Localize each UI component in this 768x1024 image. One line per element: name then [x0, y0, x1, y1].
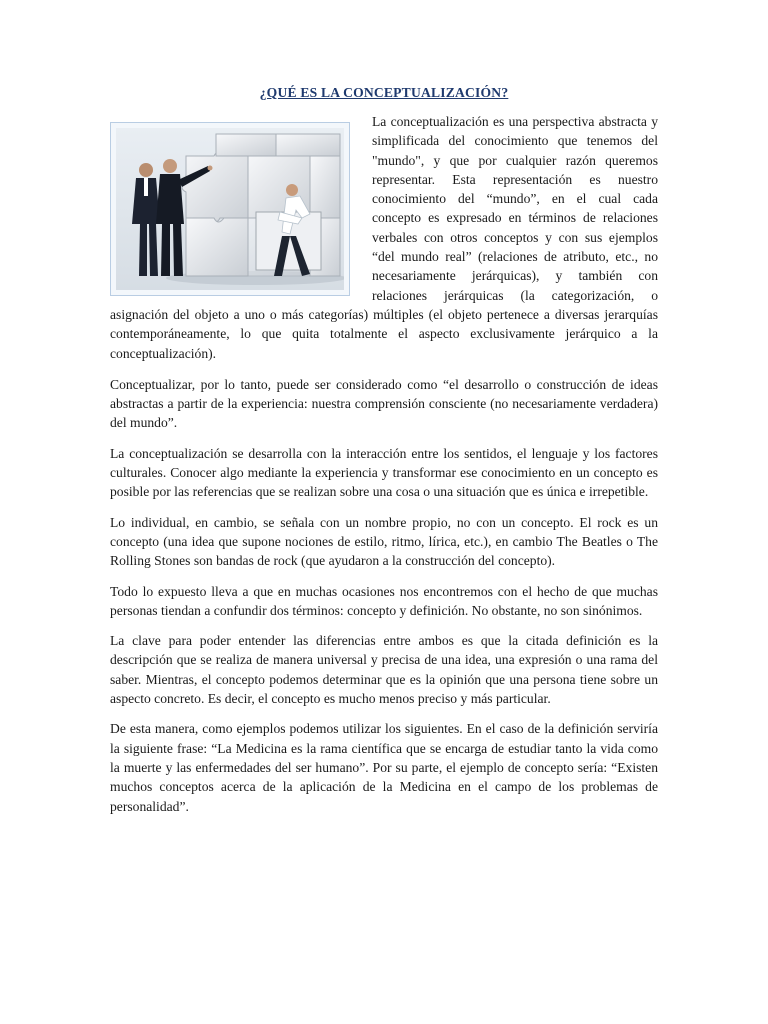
puzzle-illustration — [110, 122, 350, 296]
paragraph-2: Conceptualizar, por lo tanto, puede ser considerado como “el desarrollo o construcción de ideas abstractas a partir de la experiencia: nuestra comprensión consciente (no necesariamente verdadera) del mundo”. — [110, 376, 658, 431]
paragraph-5: Todo lo expuesto lleva a que en muchas ocasiones nos encontremos con el hecho de que muchas personas tiendan a confundir dos términos: concepto y definición. No obstante, no son sinónimos. — [110, 583, 658, 618]
page-title: ¿QUÉ ES LA CONCEPTUALIZACIÓN? — [259, 85, 509, 100]
paragraph-3: La conceptualización se desarrolla con la interacción entre los sentidos, el lenguaje y los factores culturales. Conocer algo mediante la experiencia y transformar ese conocimiento en un concepto es posible por las referencias que se realizan sobre una cosa o una situación que es única e irrepetible. — [110, 445, 658, 500]
paragraph-6: La clave para poder entender las diferencias entre ambos es que la citada definición es la descripción que se realiza de manera universal y precisa de una idea, una expresión o una rama del saber. Mientras, el concepto podemos determinar que es la opinión que una persona tiene sobre un aspecto concreto. Es decir, el concepto es mucho menos preciso y más particular. — [110, 633, 658, 707]
paragraph-1: La conceptualización es una perspectiva abstracta y simplificada del conocimiento que tenemos del "mundo", y que por cualquier razón queremos representar. Esta representación es nuestro conocimiento del “mundo”, en el cual cada concepto es expresado en términos de relaciones verbales con otros conceptos y con sus ejemplos “del mundo real” (relaciones de atributo, etc., no necesariamente jerárquicas), y también con relaciones jerárquicas (la categorización, o asignación del objeto a uno o más categorías) múltiples (el objeto pertenece a diversas jerarquías contemporáneamente, lo que quita totalmente el aspecto exclusivamente jerárquico a la conceptualización). — [110, 114, 658, 361]
business-people-puzzle-icon — [116, 128, 344, 290]
paragraph-4: Lo individual, en cambio, se señala con un nombre propio, no con un concepto. El rock es un concepto (una idea que supone nociones de estilo, ritmo, lírica, etc.), en cambio The Beatles o The Rolling Stones son bandas de rock (que ayudaron a la construcción del concepto). — [110, 514, 658, 569]
paragraph-7: De esta manera, como ejemplos podemos utilizar los siguientes. En el caso de la definición serviría la siguiente frase: “La Medicina es la rama científica que se encarga de estudiar tanto la vida como la muerte y las enfermedades del ser humano”. Por su parte, el ejemplo de concepto sería: “Existen muchos conceptos acerca de la aplicación de la Medicina en el campo de los problemas de personalidad”. — [110, 721, 658, 814]
document-page — [110, 84, 658, 827]
